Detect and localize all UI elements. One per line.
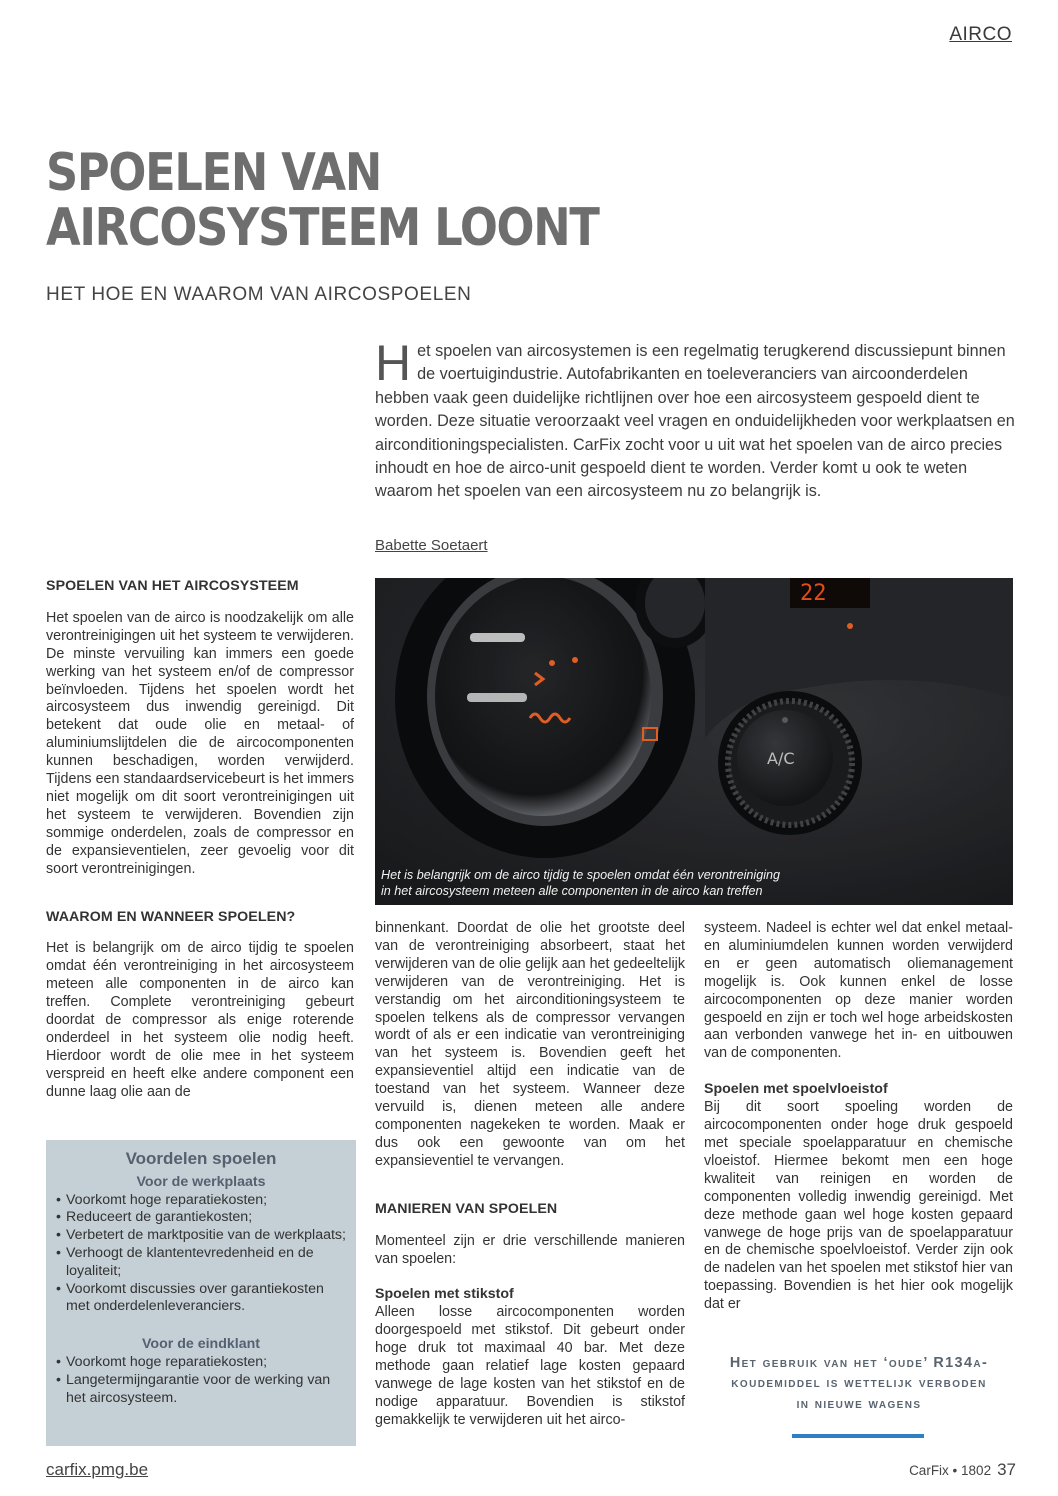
ac-knob-label: A/C (767, 749, 795, 768)
section-heading: MANIEREN VAN SPOELEN (375, 1200, 558, 1217)
body-paragraph: Het spoelen van de airco is noodzakelijk om alle verontreinigingen uit het systeem te verwijderen. De minste vervuiling kan immers een goede werking van het systeem en/of de compressor beïnvloeden. Tijdens het spoelen wordt het aircosysteem dus inwendig gereinigd. Dit betekent dat oude olie en metaal- of aluminiumslijtdelen die de aircocomponenten kunnen beschadigen, worden verwijderd. Tijdens een standaardservicebeurt is het immers niet mogelijk om dit soort verontreinigingen uit het systeem te verwijderen. Bovendien zijn sommige onderdelen, zoals de compressor en de expansieventielen, zeer gevoelig voor dit soort verontreinigingen. (46, 609, 354, 877)
footer-issue (909, 1460, 1016, 1480)
workshop-benefits-list (56, 1192, 346, 1317)
pull-quote (706, 1353, 1012, 1414)
list-item: • Verbetert de marktpositie van de werkplaats; (56, 1227, 346, 1245)
section-heading: SPOELEN VAN HET AIRCOSYSTEEM (46, 578, 299, 594)
subheading: Spoelen met spoelvloeistof (704, 1081, 888, 1098)
intro-paragraph (375, 335, 1015, 504)
advantages-box (46, 1140, 356, 1446)
customer-benefits-list (56, 1354, 346, 1407)
body-paragraph: Alleen losse aircocomponenten worden doorgespoeld met stikstof. Dit gebeurt onder hoge druk tot maximaal 40 bar. Met deze methode gaan relatief lage kosten gepaard vanwege de lage kosten van het stikstof en de nodige apparatuur. Bovendien is stikstof gemakkelijk te verwijderen uit het airco- (375, 1304, 685, 1428)
section-heading: WAAROM EN WANNEER SPOELEN? (46, 908, 296, 925)
drop-cap: H (375, 335, 412, 391)
box-subheading: Voor de werkplaats (136, 1173, 266, 1190)
page-number: 37 (997, 1460, 1016, 1479)
body-paragraph: Bij dit soort spoeling worden de aircocomponenten onder hoge druk gespoeld met speciale spoelapparatuur en chemische vloeistof. Hiermee bekomt men een hoge kwaliteit van reinigen en worden de componenten volledig inwendig gereinigd. Met deze methode gaan wel hoge kosten gepaard vanwege de hoge prijs van de spoelapparatuur en de chemische spoelvloeistof. Verder zijn ook de nadelen van het spoelen met stikstof hier van toepassing. Bovendien is het hier ook mogelijk dat er (704, 1099, 1013, 1313)
photo-caption (381, 867, 821, 899)
box-subheading: Voor de eindklant (142, 1336, 260, 1353)
list-item: • Langetermijngarantie voor de werking van het aircosysteem. (56, 1372, 346, 1408)
list-item: • Voorkomt hoge reparatiekosten; (56, 1354, 346, 1372)
dashboard-controls-illustration (375, 578, 1013, 905)
list-item: • Voorkomt hoge reparatiekosten; (56, 1192, 346, 1210)
list-item: • Voorkomt discussies over garantiekosten met onderdelenleveranciers. (56, 1281, 346, 1317)
title-line-1: SPOELEN VAN (46, 143, 382, 203)
footer-website-link[interactable]: carfix.pmg.be (46, 1460, 149, 1479)
column-right (704, 920, 1013, 1314)
page-subtitle: HET HOE EN WAAROM VAN AIRCOSPOELEN (46, 284, 472, 305)
caption-line: Het is belangrijk om de airco tijdig te spoelen omdat één verontreiniging (381, 868, 781, 882)
box-title: Voordelen spoelen (125, 1149, 277, 1168)
magazine-issue: CarFix • 1802 (909, 1463, 992, 1478)
body-paragraph: binnenkant. Doordat de olie het grootste deel van de verontreiniging absorbeert, staat het verwijderen van de olie gelijk aan het gedeeltelijk verwijderen van de verontreiniging. Het is verstandig om het airconditioningsysteem te spoelen telkens als de compressor vervangen wordt of als er een indicatie van verontreiniging van het systeem is. Bovendien geeft het expansieventiel altijd een indicatie van de toestand van het systeem. Wanneer deze vervuild is, dienen meteen alle andere componenten nagekeken te worden. Maak er dus ook een gewoonte van om het expansieventiel te vervangen. (375, 920, 685, 1169)
column-left (46, 578, 354, 1102)
author-byline[interactable]: Babette Soetaert (375, 537, 488, 554)
caption-line: in het aircosysteem meteen alle componenten in de airco kan treffen (381, 884, 763, 898)
temperature-display: 22 (800, 581, 827, 606)
column-middle (375, 920, 685, 1430)
list-item: • Verhoogt de klantentevredenheid en de loyaliteit; (56, 1245, 346, 1281)
pull-quote-line: in nieuwe wagens (796, 1395, 922, 1412)
body-paragraph: Het is belangrijk om de airco tijdig te spoelen omdat één verontreiniging in het aircosysteem meteen alle componenten in de airco kan treffen. Complete verontreiniging gebeurt doordat de compressor als enige roterende onderdeel in het systeem olie nodig heeft. Hierdoor wordt de olie mee in het systeem verspreid en heeft elke andere component een dunne laag olie aan de (46, 940, 354, 1100)
section-tag[interactable]: AIRCO (949, 24, 1012, 45)
pull-quote-line: Het gebruik van het ‘oude’ R134a- (729, 1355, 989, 1371)
body-paragraph: Momenteel zijn er drie verschillende manieren van spoelen: (375, 1232, 685, 1267)
article-photo (375, 578, 1013, 905)
pull-quote-line: koudemiddel is wettelijk verboden (731, 1375, 987, 1392)
page-title (46, 143, 648, 258)
body-paragraph: systeem. Nadeel is echter wel dat enkel metaal- en aluminiumdelen kunnen worden verwijderd en er geen automatisch oliemanagement mogelijk is. Ook kunnen enkel de losse aircocomponenten op deze manier worden gespoeld en zijn er toch wel hoge arbeidskosten aan verbonden vanwege het in- en uitbouwen van de componenten. (704, 920, 1013, 1062)
subheading: Spoelen met stikstof (375, 1286, 514, 1303)
intro-text: et spoelen van aircosystemen is een regelmatig terugkerend discussiepunt binnen de voertuigindustrie. Autofabrikanten en toeleveranciers van aircoonderdelen hebben vaak geen duidelijke richtlijnen over hoe een aircosysteem gespoeld dient te worden. Deze situatie veroorzaakt veel vragen en onduidelijkheden voor werkplaatsen en airconditioningspecialisten. CarFix zocht voor u uit wat het spoelen van de airco precies inhoudt en hoe de airco-unit gespoeld dient te worden. Verder komt u ook te weten waarom het spoelen van een aircosysteem nu zo belangrijk is. (375, 342, 1015, 501)
list-item: • Reduceert de garantiekosten; (56, 1209, 346, 1227)
title-line-2: AIRCOSYSTEEM LOONT (46, 198, 599, 258)
pull-quote-accent-bar (792, 1434, 924, 1438)
